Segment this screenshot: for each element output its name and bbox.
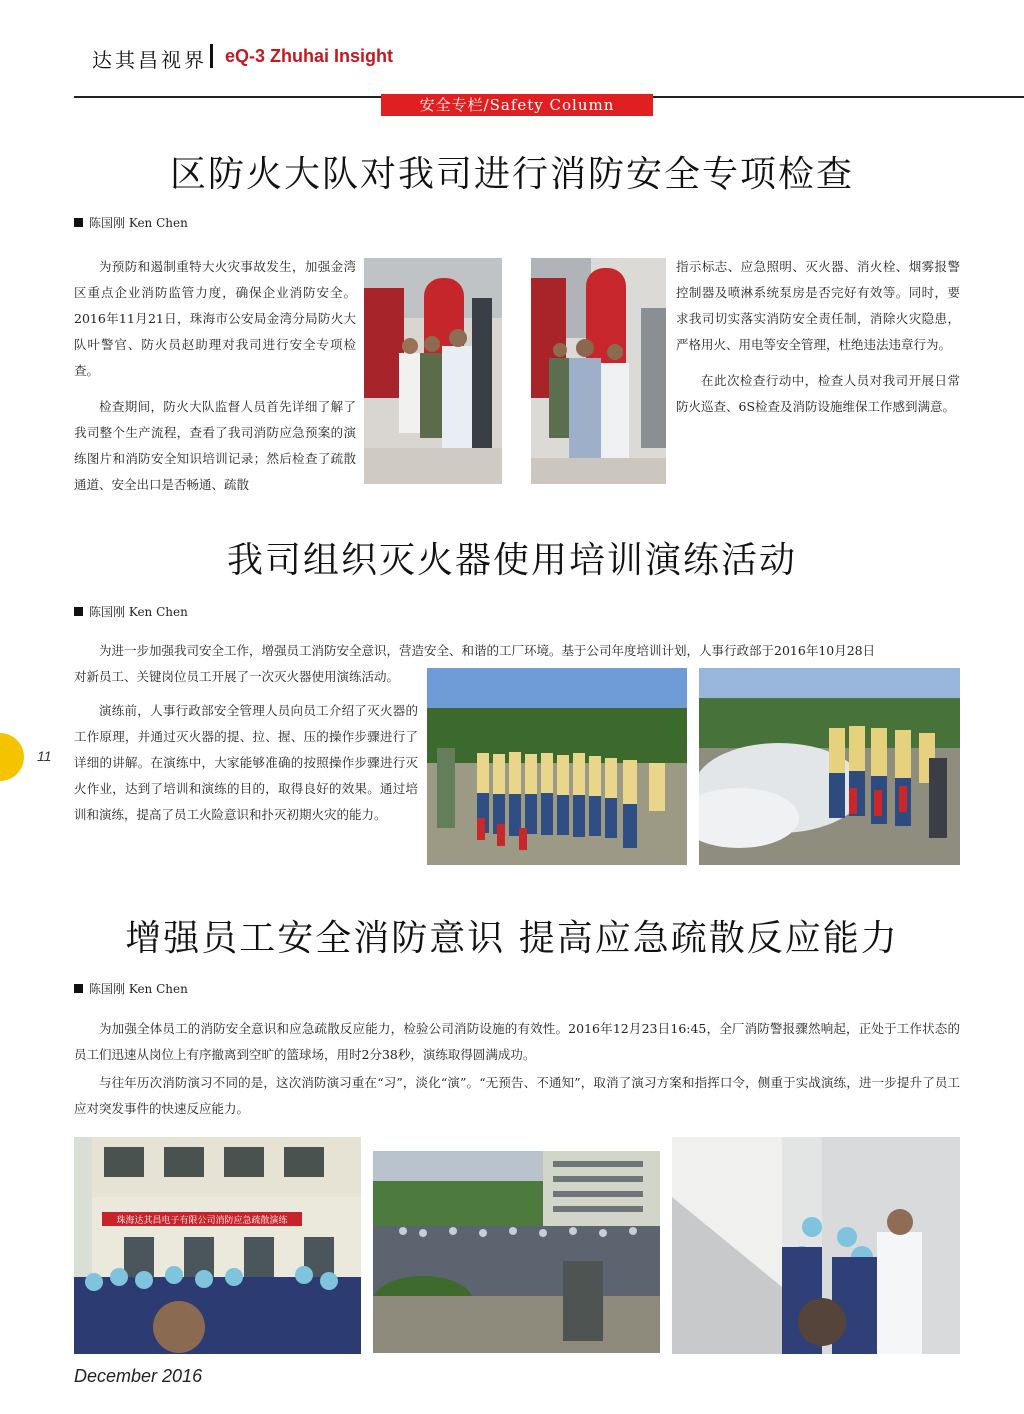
article-1-title: 区防火大队对我司进行消防安全专项检查 — [169, 154, 854, 195]
photo-inspection-1 — [364, 258, 502, 484]
paragraph: 为加强全体员工的消防安全意识和应急疏散反应能力，检验公司消防设施的有效性。2016年12月23日16:45，全厂消防警报骤然响起，正处于工作状态的员工们迅速从岗位上有序撤离到空旷的篮球场，用时2分38秒，演练取得圆满成功。 — [74, 1021, 960, 1062]
magazine-name-cn: 达其昌视界 — [92, 48, 207, 72]
paragraph: 指示标志、应急照明、灭火器、消火栓、烟雾报警控制器及喷淋系统泵房是否完好有效等。同时，要求我司切实落实消防安全责任制，消除火灾隐患，严格用火、用电等安全管理，杜绝违法违章行为。 — [676, 259, 960, 352]
photo-inspection-2 — [531, 258, 666, 484]
byline-text: 陈国刚 Ken Chen — [89, 216, 188, 230]
article-2-intro — [74, 638, 960, 664]
photo-training-lineup — [427, 668, 687, 865]
photo-training-extinguishing — [699, 668, 960, 865]
photo-evacuation-stairs — [672, 1137, 960, 1354]
article-2-left-text — [74, 664, 418, 828]
paragraph: 为进一步加强我司安全工作，增强员工消防安全意识，营造安全、和谐的工厂环境。基于公司年度培训计划，人事行政部于2016年10月28日 — [99, 643, 876, 658]
article-3-title: 增强员工安全消防意识 提高应急疏散反应能力 — [125, 918, 899, 959]
column-tag: 安全专栏/Safety Column — [381, 94, 653, 116]
byline-text: 陈国刚 Ken Chen — [89, 982, 188, 996]
banner-text: 珠海达其昌电子有限公司消防应急疏散演练 — [116, 1216, 288, 1226]
byline-square-icon — [74, 984, 83, 993]
paragraph: 检查期间，防火大队监督人员首先详细了解了我司整个生产流程，查看了我司消防应急预案的演练图片和消防安全知识培训记录；然后检查了疏散通道、安全出口是否畅通、疏散 — [74, 399, 356, 492]
byline-square-icon — [74, 607, 83, 616]
header-divider — [210, 44, 213, 68]
photo-evacuation-courtyard — [373, 1151, 660, 1353]
magazine-name-en: eQ-3 Zhuhai Insight — [225, 46, 394, 66]
paragraph: 对新员工、关键岗位员工开展了一次灭火器使用演练活动。 — [74, 669, 400, 684]
article-1-right-text — [676, 254, 960, 420]
byline-text: 陈国刚 Ken Chen — [89, 605, 188, 619]
paragraph: 为预防和遏制重特大火灾事故发生，加强金湾区重点企业消防监管力度，确保企业消防安全。2016年11月21日，珠海市公安局金湾分局防火大队叶警官、防火员赵助理对我司进行安全专项检查。 — [74, 259, 356, 378]
article-2-byline — [74, 603, 188, 620]
page-number: 11 — [37, 748, 52, 764]
article-3-byline — [74, 980, 188, 997]
paragraph: 在此次检查行动中，检查人员对我司开展日常防火巡查、6S检查及消防设施维保工作感到满意。 — [676, 373, 960, 414]
article-3-text — [74, 1016, 960, 1122]
article-2-title: 我司组织灭火器使用培训演练活动 — [226, 540, 797, 581]
paragraph: 演练前，人事行政部安全管理人员向员工介绍了灭火器的工作原理，并通过灭火器的提、拉、握、压的操作步骤进行了详细的讲解。在演练中，大家能够准确的按照操作步骤进行灭火作业，达到了培训和演练的目的，取得良好的效果。通过培训和演练，提高了员工火险意识和扑灭初期火灾的能力。 — [74, 703, 418, 822]
footer-date: December 2016 — [74, 1366, 203, 1386]
paragraph: 与往年历次消防演习不同的是，这次消防演习重在“习”，淡化“演”。“无预告、不通知”，取消了演习方案和指挥口令，侧重于实战演练，进一步提升了员工应对突发事件的快速反应能力。 — [74, 1075, 960, 1116]
article-1-left-text — [74, 254, 356, 498]
byline-square-icon — [74, 218, 83, 227]
page-number-marker — [0, 733, 24, 781]
article-1-byline — [74, 214, 188, 231]
photo-evacuation-building — [74, 1137, 361, 1354]
